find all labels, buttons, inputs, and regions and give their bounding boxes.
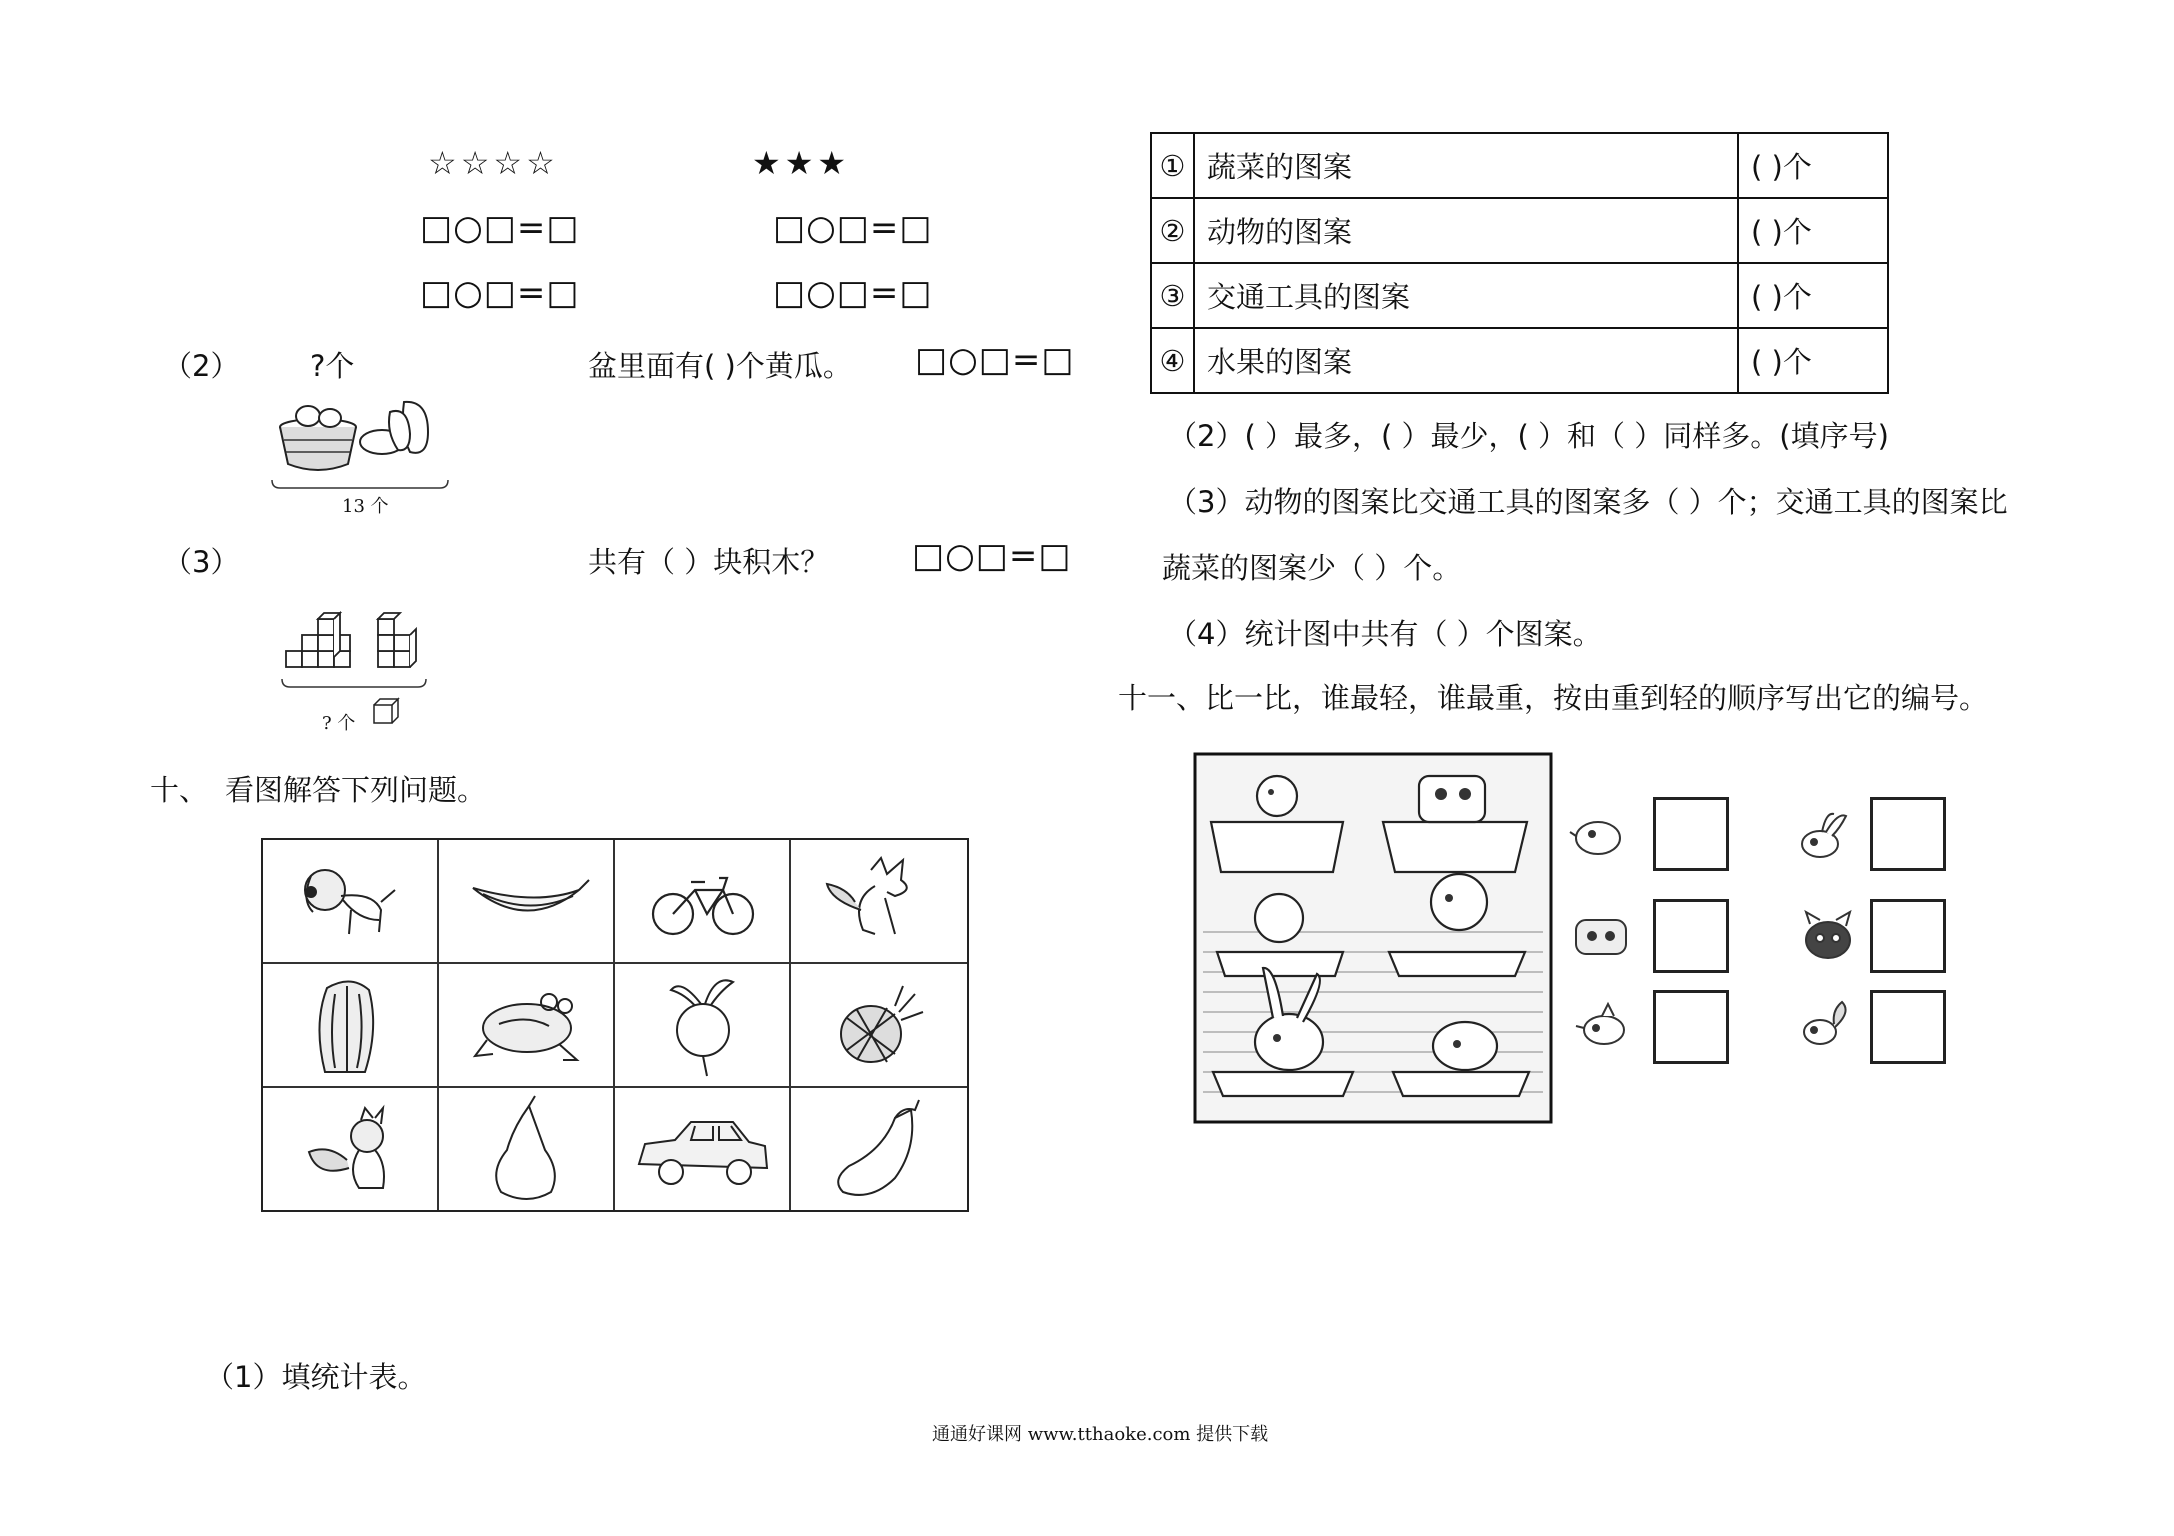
question-text: 盆里面有( )个黄瓜。 (588, 349, 852, 383)
equation-box[interactable]: □○□=□ (915, 340, 1075, 380)
answer-field[interactable]: ( )个 (1738, 328, 1888, 393)
table-row (1151, 133, 1888, 198)
cat-icon (1570, 908, 1634, 962)
equation-box[interactable]: □○□=□ (773, 208, 933, 248)
question-text: （3）动物的图案比交通工具的图案多（ ）个；交通工具的图案比 (1168, 485, 2008, 519)
fox-picture (791, 840, 967, 964)
equation-box[interactable]: □○□=□ (773, 273, 933, 313)
rabbit-icon (1792, 808, 1856, 862)
unknown-count-label: ?个 (310, 349, 355, 383)
answer-box[interactable] (1870, 797, 1946, 871)
section-title: 看图解答下列问题。 (225, 773, 487, 807)
answer-box[interactable] (1653, 797, 1729, 871)
equation-box[interactable]: □○□=□ (420, 208, 580, 248)
row-number: ② (1151, 198, 1194, 263)
question-number: （3） (163, 545, 240, 579)
picture-grid (261, 838, 969, 1212)
dog-picture (263, 840, 439, 964)
basket-cucumber-illustration (270, 392, 460, 517)
table-row (1151, 263, 1888, 328)
row-label: 蔬菜的图案 (1194, 133, 1738, 198)
row-label: 动物的图案 (1194, 198, 1738, 263)
pear-picture (439, 1088, 615, 1210)
question-text: （4）统计图中共有（ ）个图案。 (1168, 617, 1602, 651)
weight-comparison-picture (1193, 752, 1553, 1124)
answer-box[interactable] (1870, 990, 1946, 1064)
dog-icon (1796, 908, 1860, 964)
section-number: 十、 (150, 773, 209, 807)
stars-black: ★★★ (752, 144, 851, 182)
answer-box[interactable] (1653, 990, 1729, 1064)
equation-box[interactable]: □○□=□ (912, 536, 1072, 576)
answer-field[interactable]: ( )个 (1738, 133, 1888, 198)
car-picture (615, 1088, 791, 1210)
stars-white: ☆☆☆☆ (428, 144, 559, 182)
bird-icon (1572, 998, 1636, 1052)
table-row (1151, 198, 1888, 263)
equation-box[interactable]: □○□=□ (420, 273, 580, 313)
pineapple-picture (791, 964, 967, 1088)
row-number: ① (1151, 133, 1194, 198)
radish-picture (615, 964, 791, 1088)
chick-icon (1568, 810, 1632, 860)
total-count-label: 13 个 (342, 496, 389, 517)
row-number: ④ (1151, 328, 1194, 393)
cabbage-picture (263, 964, 439, 1088)
table-row (1151, 328, 1888, 393)
blocks-illustration (278, 605, 448, 735)
row-label: 交通工具的图案 (1194, 263, 1738, 328)
question-text: 共有（ ）块积木？ (588, 545, 830, 579)
question-text: （2）( ）最多，( ）最少，( ）和（ ）同样多。(填序号) (1168, 419, 1889, 453)
frog-picture (439, 964, 615, 1088)
answer-field[interactable]: ( )个 (1738, 263, 1888, 328)
row-number: ③ (1151, 263, 1194, 328)
question-number: （2） (163, 349, 240, 383)
squirrel-picture (263, 1088, 439, 1210)
squirrel-icon (1794, 998, 1858, 1052)
question-text: 蔬菜的图案少（ ）个。 (1162, 551, 1462, 585)
banana-picture (439, 840, 615, 964)
row-label: 水果的图案 (1194, 328, 1738, 393)
answer-box[interactable] (1870, 899, 1946, 973)
bicycle-picture (615, 840, 791, 964)
statistics-table (1150, 132, 1889, 394)
footer-text: 通通好课网 www.tthaoke.com 提供下载 (932, 1424, 1269, 1445)
eggplant-picture (791, 1088, 967, 1210)
answer-field[interactable]: ( )个 (1738, 198, 1888, 263)
question-text: （1）填统计表。 (205, 1360, 427, 1394)
answer-box[interactable] (1653, 899, 1729, 973)
unknown-count-label: ? 个 (322, 713, 356, 734)
section-title: 十一、比一比，谁最轻，谁最重，按由重到轻的顺序写出它的编号。 (1118, 681, 1989, 715)
